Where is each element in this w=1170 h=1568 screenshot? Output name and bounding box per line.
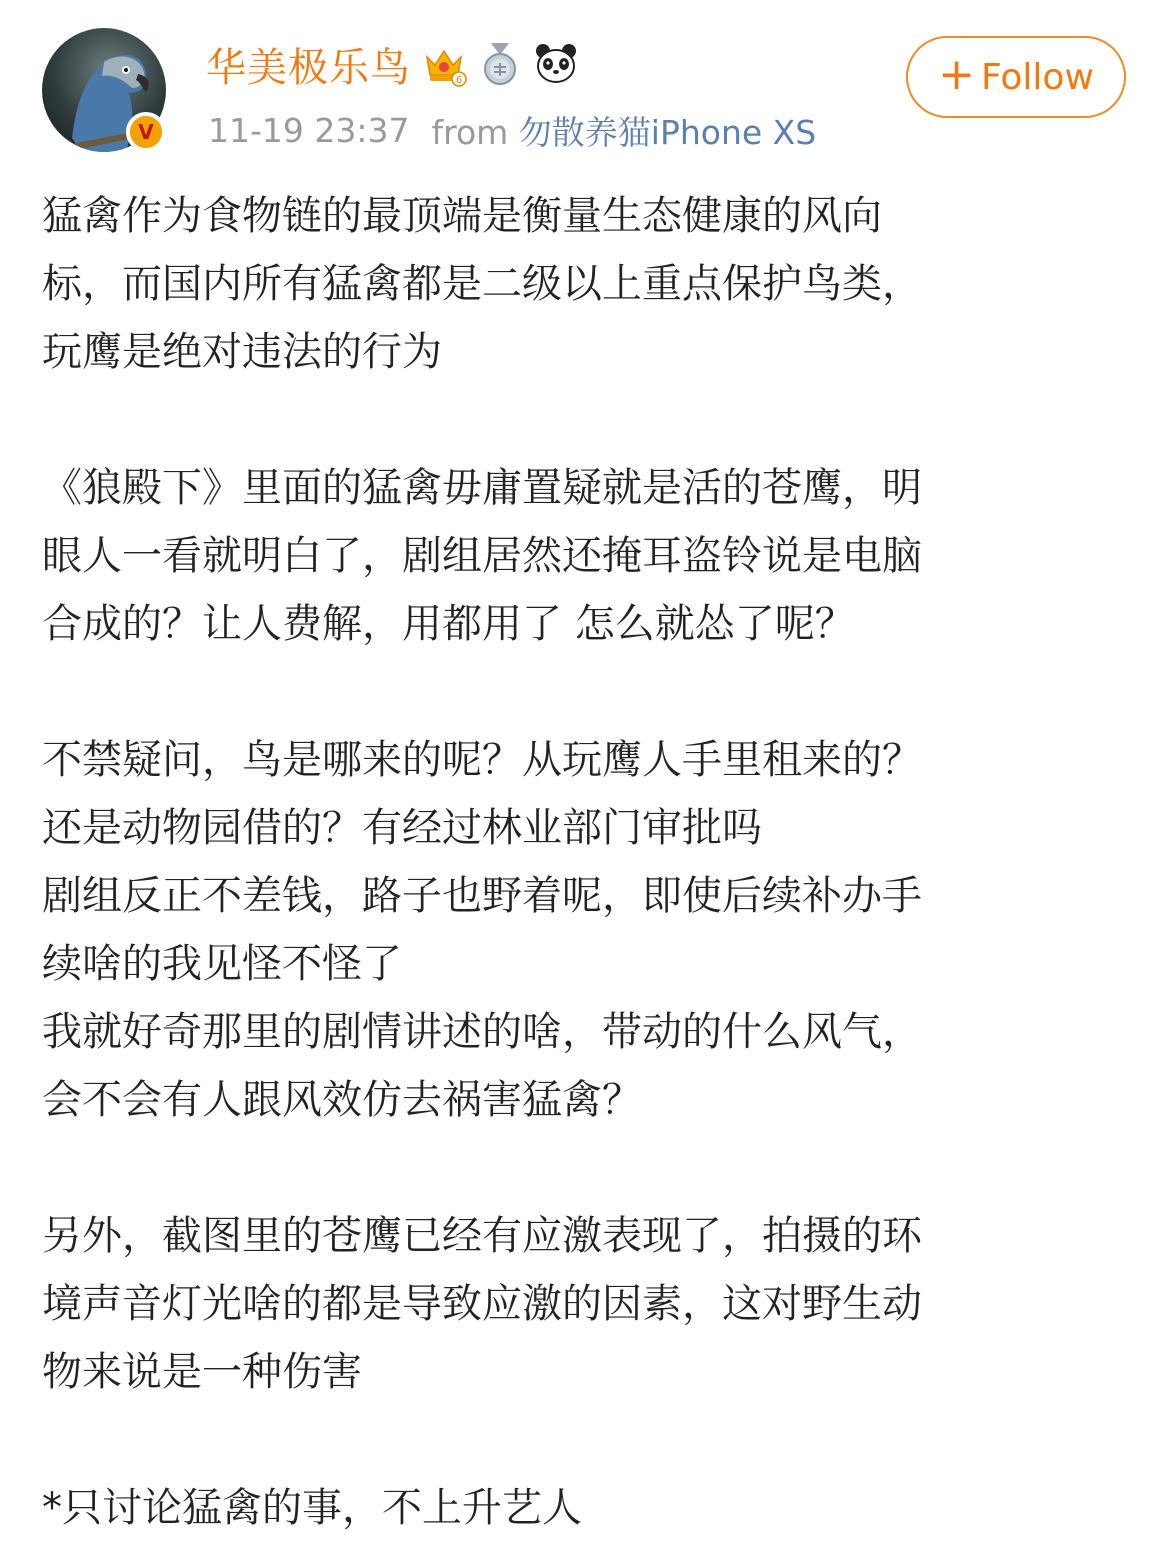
plus-icon: + xyxy=(938,49,975,100)
text-line: 续啥的我见怪不怪了 xyxy=(42,941,402,987)
paragraph-5 xyxy=(42,1474,1132,1542)
text-line: 物来说是一种伤害 xyxy=(42,1349,362,1395)
text-line: 剧组反正不差钱，路子也野着呢，即使后续补办手 xyxy=(42,873,922,919)
post-body xyxy=(42,182,1132,1542)
verified-v-icon: V xyxy=(126,112,166,152)
text-line: 我就好奇那里的剧情讲述的啥，带动的什么风气， xyxy=(42,1009,922,1055)
follow-button[interactable] xyxy=(906,36,1126,118)
svg-text:6: 6 xyxy=(455,75,463,86)
text-line: 会不会有人跟风效仿去祸害猛禽？ xyxy=(42,1077,642,1123)
paragraph-1 xyxy=(42,182,1132,386)
post-meta xyxy=(208,106,816,154)
post-header xyxy=(0,0,1170,180)
paragraph-4 xyxy=(42,1202,1132,1406)
paragraph-2 xyxy=(42,454,1132,658)
text-line: 《狼殿下》里面的猛禽毋庸置疑就是活的苍鹰，明 xyxy=(42,465,922,511)
post-source[interactable]: 勿散养猫iPhone XS xyxy=(518,112,817,152)
post-timestamp: 11-19 23:37 xyxy=(208,110,410,150)
text-line: 还是动物园借的？有经过林业部门审批吗 xyxy=(42,805,762,851)
text-line: 眼人一看就明白了，剧组居然还掩耳盗铃说是电脑 xyxy=(42,533,922,579)
crown-level-badge-icon[interactable] xyxy=(421,41,467,87)
text-line: 境声音灯光啥的都是导致应激的因素，这对野生动 xyxy=(42,1281,922,1327)
text-line: 猛禽作为食物链的最顶端是衡量生态健康的风向 xyxy=(42,193,882,239)
text-line: 另外，截图里的苍鹰已经有应激表现了，拍摄的环 xyxy=(42,1213,922,1259)
username[interactable]: 华美极乐鸟 xyxy=(206,44,411,91)
medal-badge-icon[interactable] xyxy=(477,41,523,87)
from-label: from xyxy=(431,112,509,152)
text-line: 合成的？让人费解，用都用了 怎么就怂了呢？ xyxy=(42,601,855,647)
username-row xyxy=(206,36,579,92)
paragraph-3 xyxy=(42,726,1132,1134)
text-line: 玩鹰是绝对违法的行为 xyxy=(42,329,442,375)
text-line: 标，而国内所有猛禽都是二级以上重点保护鸟类， xyxy=(42,261,922,307)
panda-badge-icon[interactable] xyxy=(533,41,579,87)
text-line: *只讨论猛禽的事，不上升艺人 xyxy=(42,1485,582,1531)
text-line: 不禁疑问，鸟是哪来的呢？从玩鹰人手里租来的？ xyxy=(42,737,922,783)
follow-label: Follow xyxy=(980,56,1094,98)
